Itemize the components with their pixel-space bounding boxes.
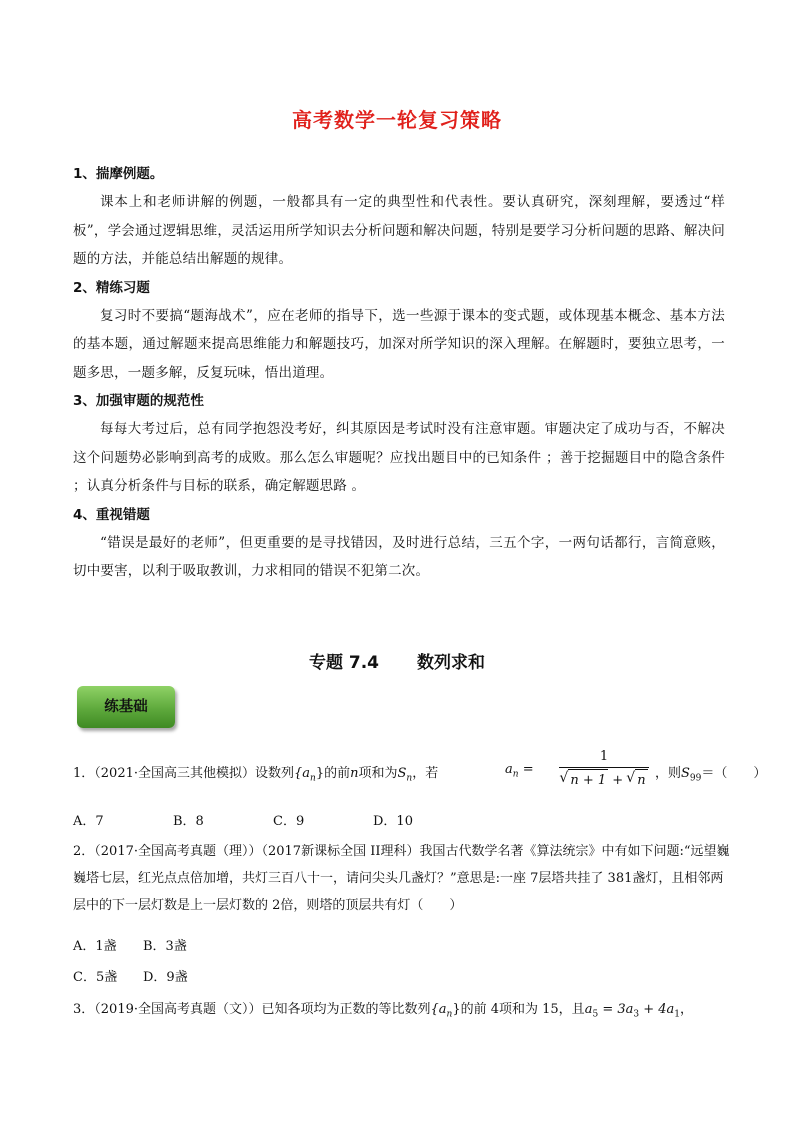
- q1-mid3: ，若: [412, 766, 439, 781]
- q3-seq-sub: n: [446, 1009, 453, 1020]
- seq-sub: n: [310, 773, 316, 784]
- option-b: B．3盏: [143, 939, 187, 954]
- q3-seq: {a: [430, 1002, 447, 1017]
- formula-a-sub: n: [512, 769, 519, 780]
- q3-eq-sub3: 1: [674, 1009, 681, 1020]
- fraction-bar: [559, 767, 649, 768]
- q3-eq-a: a: [584, 1002, 593, 1017]
- section-text-3: 每每大考过后，总有同学抱怨没考好，纠其原因是考试时没有注意审题。审题决定了成功与否，不解决这个问题势必影响到高考的成败。那么怎么审题呢？应找出题目中的已知条件 ；善于挖掘题目中的隐含条件 ；认真分析条件与目标的联系，确定解题思路 。: [73, 421, 725, 494]
- seq-symbol: {a: [294, 766, 311, 781]
- q1-S99-sub: 99: [689, 773, 702, 784]
- q1-mid1: 的前: [324, 766, 351, 781]
- question-2-options-row1: [73, 935, 187, 954]
- option-d: D．9盏: [143, 970, 188, 985]
- option-c: C．9: [273, 814, 305, 829]
- option-b: B．8: [173, 814, 204, 829]
- q3-eq-sub2: 3: [633, 1009, 640, 1020]
- q1-tail-text: ，则: [655, 766, 682, 781]
- q3-seq-end: }: [452, 1002, 461, 1017]
- question-1-text: [73, 762, 438, 784]
- section-heading-1: 1、揣摩例题。: [73, 166, 164, 182]
- q1-S-sub: n: [406, 773, 413, 784]
- fraction-numerator: 1: [599, 749, 609, 764]
- section-text-2: 复习时不要搞“题海战术”，应在老师的指导下，选一些源于课本的变式题，或体现基本概念、基本方法的基本题，通过解题来提高思维能力和解题技巧，加深对所学知识的深入理解。在解题时，要独立思考，一题多思，一题多解，反复玩味，悟出道理。: [73, 307, 725, 381]
- q3-eq-end: ，: [680, 1002, 694, 1017]
- q3-eq-rest: = 3a: [598, 1002, 634, 1017]
- page-title: 高考数学一轮复习策略: [292, 108, 502, 132]
- question-2: 2．（2017·全国高考真题（理））（2017新课标全国 II理科）我国古代数学名著《算法统宗》中有如下问题:“远望巍巍塔七层，红光点点倍加增，共灯三百八十一，请问尖头几盏灯？”意思是:一座 7层塔共挂了 381盏灯，且相邻两层中的下一层灯数是上一层灯数的 2倍，则塔的顶层共有灯（ ）: [73, 844, 730, 913]
- q3-eq-rest2: + 4a: [639, 1002, 675, 1017]
- practice-badge: 练基础: [77, 686, 175, 728]
- sqrt-n-plus-1: √ n + 1: [568, 769, 608, 792]
- question-1-tail: [655, 762, 766, 784]
- section-text-1: 课本上和老师讲解的例题，一般都具有一定的典型性和代表性。要认真研究，深刻理解，要透过“样板”，学会通过逻辑思维，灵活运用所学知识去分析问题和解决问题，特别是要学习分析问题的思路、解决问题的方法，并能总结出解题的规律。: [73, 194, 725, 267]
- question-3: [73, 998, 733, 1020]
- q3-text: 3．（2019·全国高考真题（文））已知各项均为正数的等比数列: [73, 1002, 431, 1017]
- question-1-options: [73, 810, 413, 829]
- section-text-4: “错误是最好的老师”，但更重要的是寻找错因，及时进行总结，三五个字，一两句话都行，言简意赅，切中要害，以利于吸取教训，力求相同的错误不犯第二次。: [73, 534, 725, 579]
- question-1-prefix: 1．（2021·全国高三其他模拟）设数列: [73, 766, 294, 781]
- question-2-options-row2: [73, 966, 188, 985]
- seq-end: }: [315, 766, 325, 781]
- section-heading-4: 4、重视错题: [73, 506, 150, 523]
- question-1: [73, 748, 767, 794]
- section-heading-2: 2、精练习题: [73, 279, 150, 296]
- q3-eq-sub: 5: [592, 1009, 599, 1020]
- option-a: A．1盏: [73, 939, 117, 954]
- fraction-denominator: [559, 769, 649, 792]
- formula-fraction: [559, 748, 649, 792]
- option-c: C．5盏: [73, 970, 118, 985]
- topic-name: 数列求和: [417, 653, 486, 673]
- formula-a: a: [505, 762, 513, 777]
- q1-tail2: ＝（ ）: [701, 766, 767, 781]
- option-a: A．7: [73, 814, 104, 829]
- section-heading-3: 3、加强审题的规范性: [73, 393, 204, 409]
- topic-number: 专题 7.4: [308, 653, 380, 673]
- sqrt-n: √ n: [635, 769, 647, 792]
- study-tips: [73, 160, 725, 586]
- q1-S99: S: [681, 766, 690, 781]
- formula-eq: =: [518, 762, 534, 777]
- den-plus: +: [608, 773, 628, 788]
- option-d: D．10: [373, 814, 413, 829]
- topic-title: [0, 648, 794, 673]
- q1-S: S: [397, 766, 407, 781]
- q1-mid2: 项和为: [358, 766, 398, 781]
- q1-n: n: [350, 766, 359, 781]
- formula-lhs: [505, 762, 534, 780]
- q3-text2: 的前 4项和为 15，且: [460, 1002, 585, 1017]
